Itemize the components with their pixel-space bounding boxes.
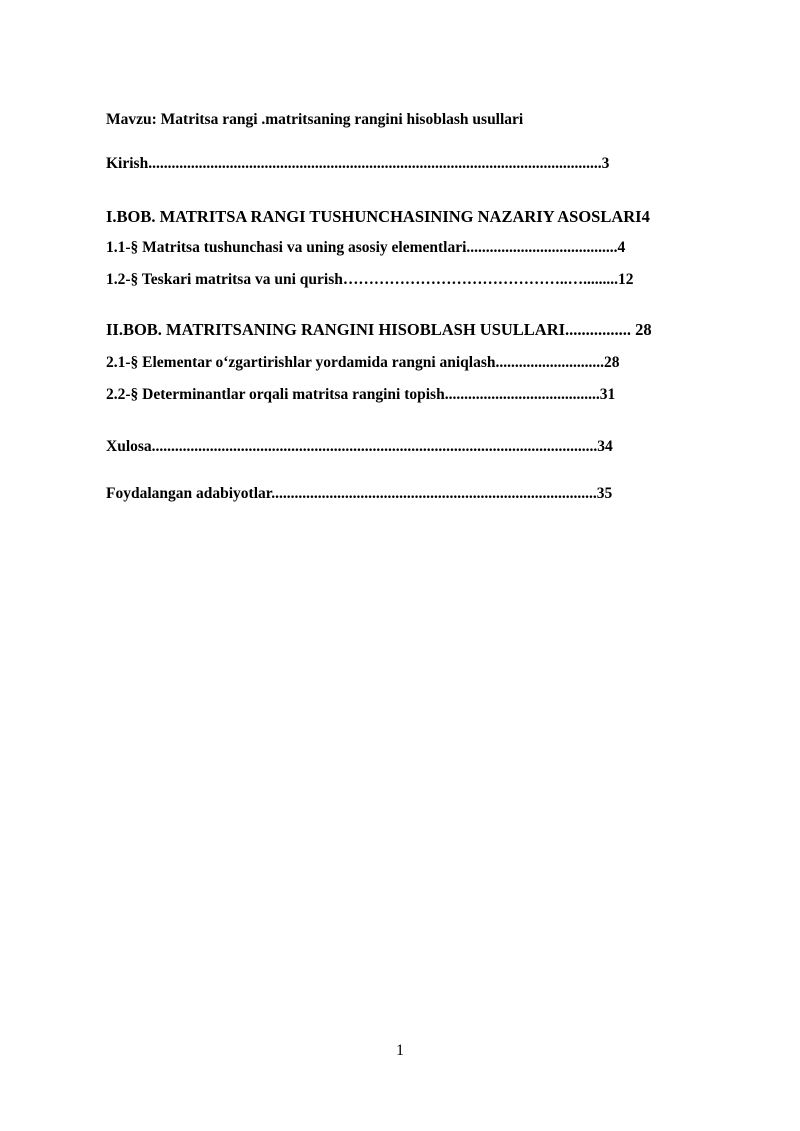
- toc-entry-chapter-2: II.BOB. MATRITSANING RANGINI HISOBLASH USULLARI................ 28: [106, 320, 652, 339]
- toc-entry-conclusion: Xulosa...................................................................................................................34: [106, 438, 613, 455]
- toc-entry-section-2-2: 2.2-§ Determinantlar orqali matritsa rangini topish........................................31: [106, 386, 616, 403]
- toc-entry-section-1-1: 1.1-§ Matritsa tushunchasi va uning asosiy elementlari.......................................4: [106, 239, 626, 256]
- page-number: 1: [396, 1042, 404, 1059]
- toc-entry-section-2-1: 2.1-§ Elementar o‘zgartirishlar yordamida rangni aniqlash............................28: [106, 354, 620, 371]
- toc-entry-section-1-2: 1.2-§ Teskari matritsa va uni qurish……………………………………..….........12: [106, 271, 634, 288]
- toc-entry-chapter-1: I.BOB. MATRITSA RANGI TUSHUNCHASINING NAZARIY ASOSLARI4: [106, 207, 650, 226]
- topic-heading: Mavzu: Matritsa rangi .matritsaning rangini hisoblash usullari: [106, 111, 524, 128]
- toc-entry-introduction: Kirish.....................................................................................................................3: [106, 155, 610, 172]
- toc-entry-references: Foydalangan adabiyotlar....................................................................................35: [106, 485, 613, 502]
